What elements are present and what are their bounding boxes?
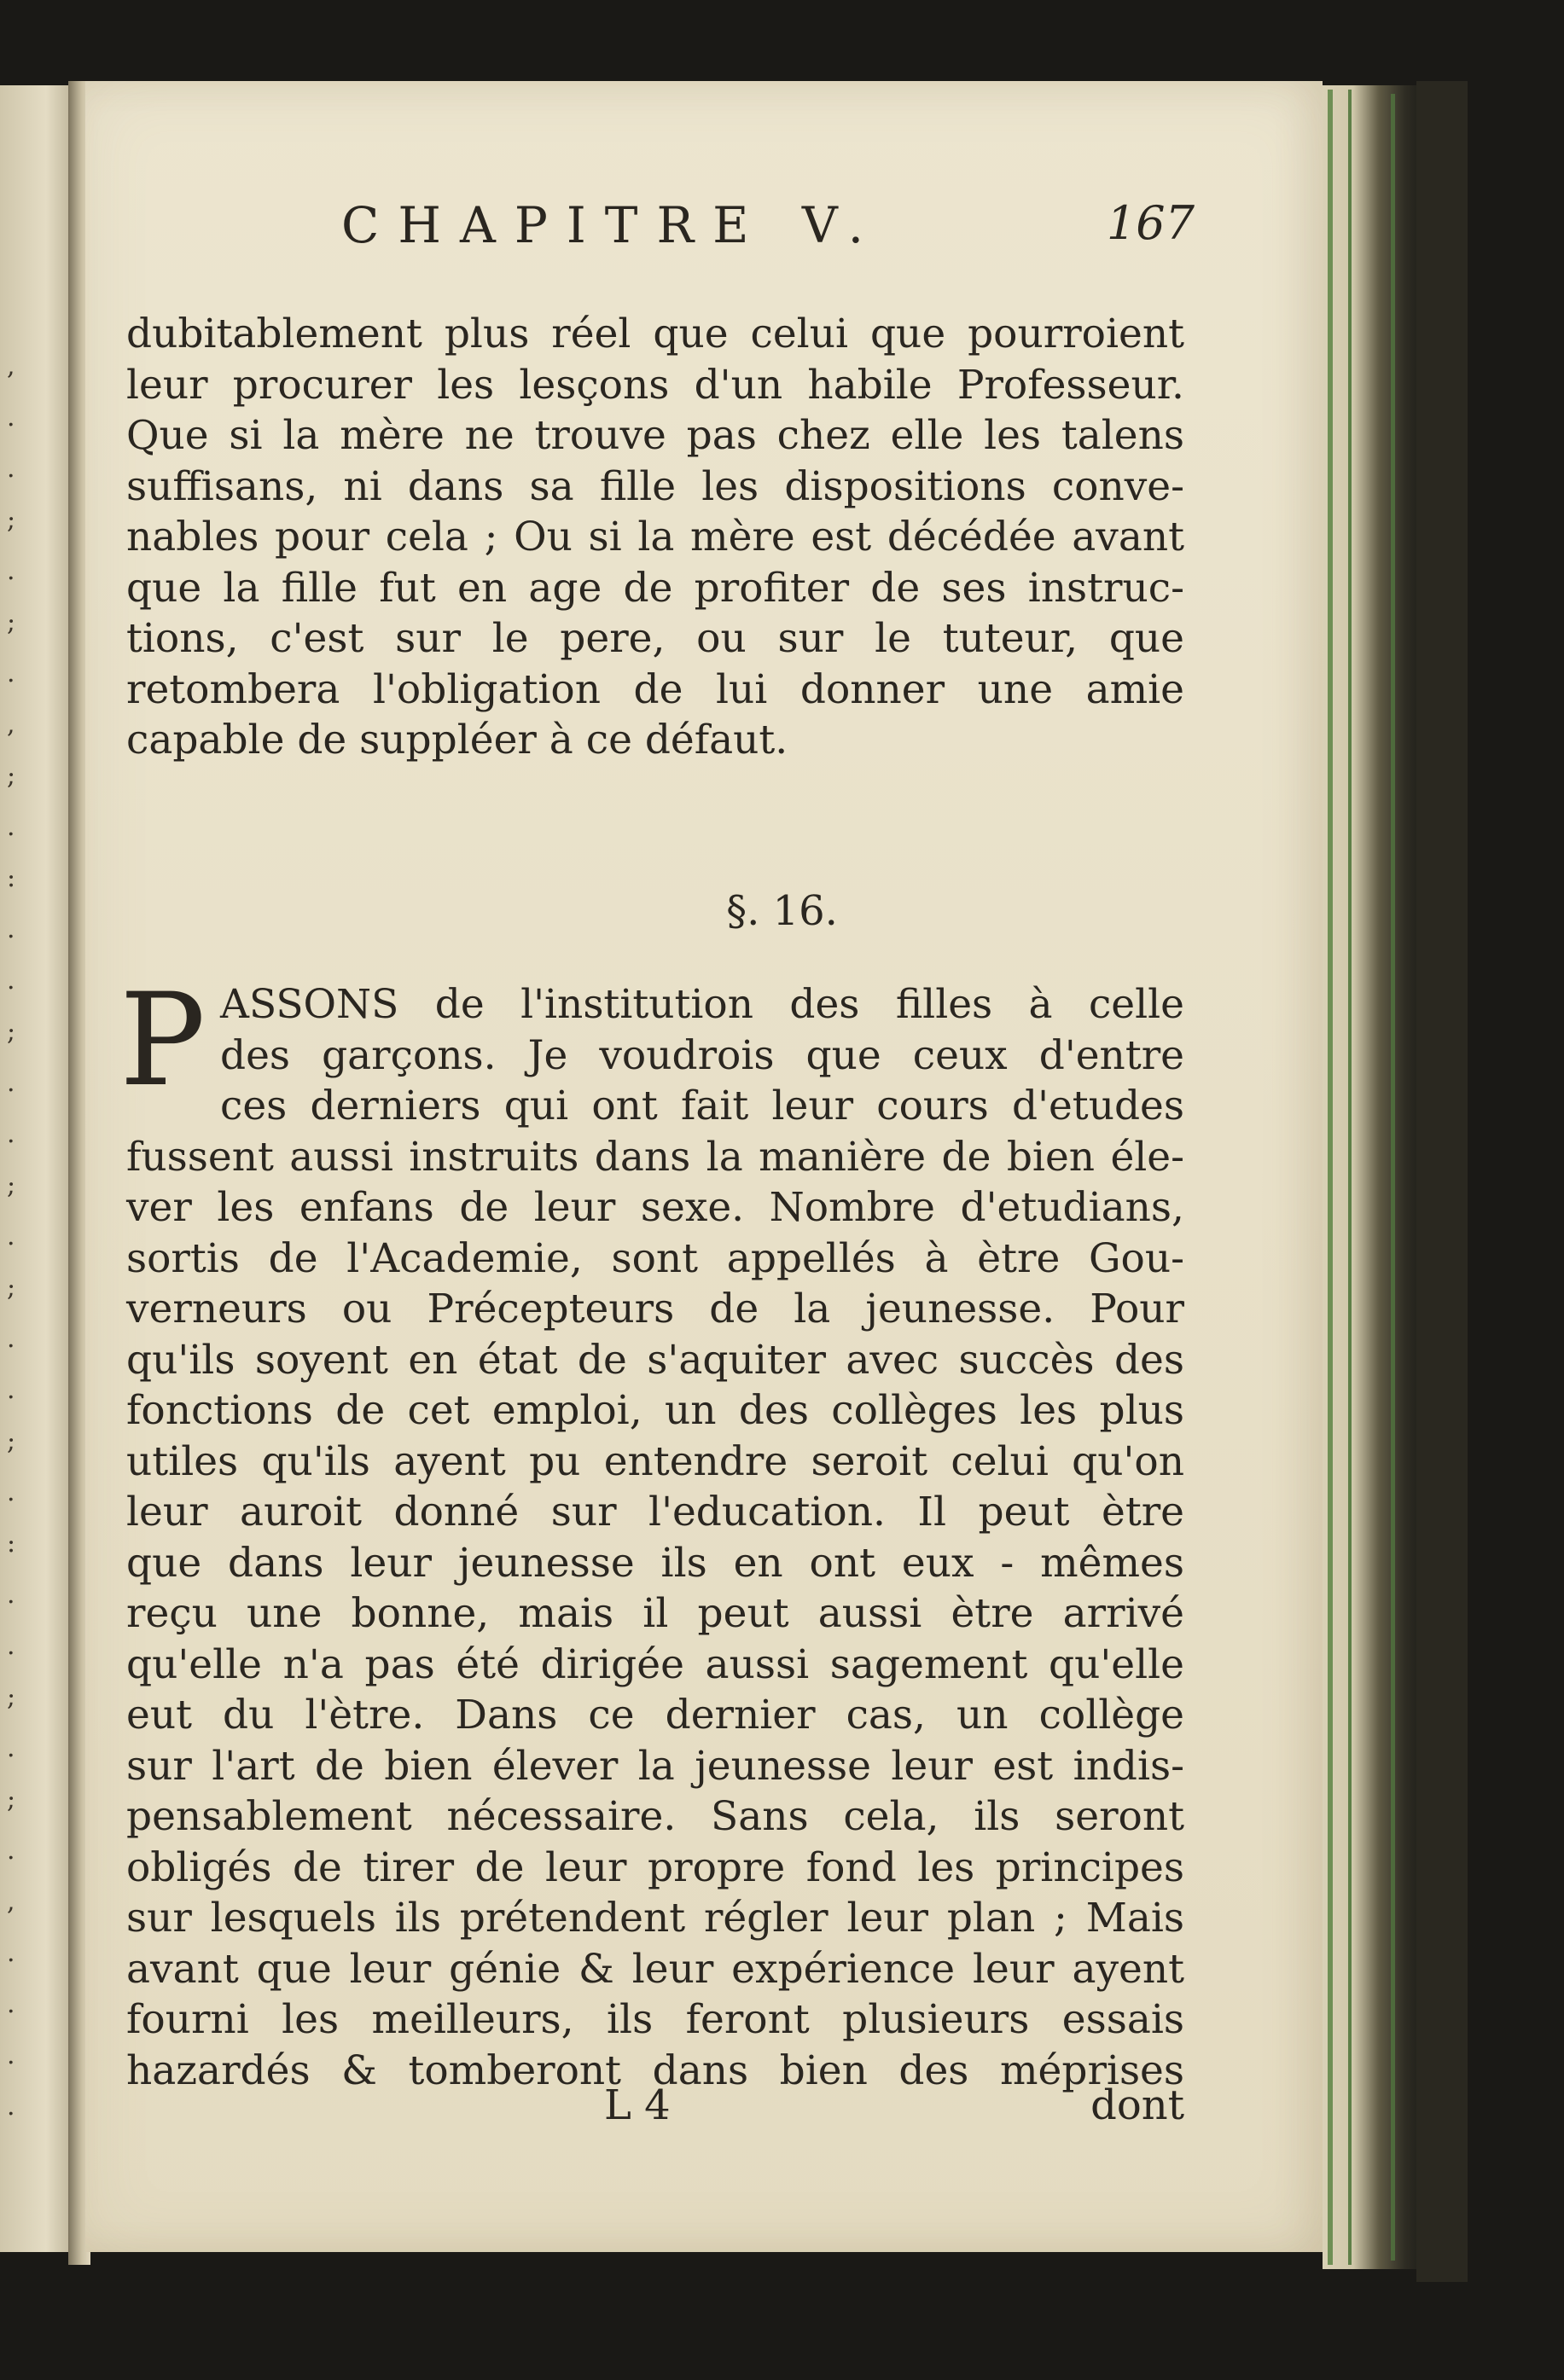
page-edge-line <box>1328 90 1333 2265</box>
text-line: nables pour cela ; Ou si la mère est décédée avant <box>126 514 1184 560</box>
text-line: qu'ils soyent en état de s'aquiter avec succès des <box>126 1336 1184 1384</box>
text-line: obligés de tirer de leur propre fond les principes <box>126 1843 1184 1891</box>
text-line: fonctions de cet emploi, un des collèges les plus <box>126 1387 1184 1434</box>
text-line: hazardés & tomberont dans bien des méprises <box>126 2046 1184 2094</box>
text-line: leur procurer les lesçons d'un habile Professeur. <box>126 361 1184 409</box>
text-line: qu'elle n'a pas été dirigée aussi sagement qu'elle <box>126 1640 1184 1688</box>
text-line: des garçons. Je voudrois que ceux d'entre <box>220 1031 1184 1079</box>
drop-cap: P <box>119 967 206 1115</box>
text-line: utiles qu'ils ayent pu entendre seroit celui qu'on <box>126 1437 1184 1485</box>
page-edge-line <box>1391 94 1395 2261</box>
paragraph-1 <box>126 309 1184 766</box>
page-number: 167 <box>1106 196 1195 250</box>
section-number: §. 16. <box>726 887 838 935</box>
text-line: avant que leur génie & leur expérience leur ayent <box>126 1945 1184 1993</box>
text-line: sur lesquels ils prétendent régler leur plan ; Mais <box>126 1895 1184 1942</box>
text-line: que la fille fut en age de profiter de ses instruc- <box>126 564 1184 612</box>
page-header <box>341 196 1195 264</box>
previous-page-marks: , . . ; . ; . , ; . : . . ; . . ; . ; . . ; . : . . ; . ; . , . . . . <box>7 351 16 2122</box>
text-line: eut du l'ètre. Dans ce dernier cas, un collège <box>126 1692 1184 1739</box>
text-line: dubitablement plus réel que celui que pourroient <box>126 311 1184 357</box>
text-line: verneurs ou Précepteurs de la jeunesse. Pour <box>126 1286 1184 1332</box>
text-line: fussent aussi instruits dans la manière de bien éle- <box>126 1133 1184 1181</box>
text-line: retombera l'obligation de lui donner une amie <box>126 665 1184 713</box>
text-line: reçu une bonne, mais il peut aussi ètre arrivé <box>126 1590 1184 1637</box>
text-line: ces derniers qui ont fait leur cours d'etudes <box>220 1083 1184 1129</box>
page-edges <box>1323 85 1425 2269</box>
text-line: leur auroit donné sur l'education. Il peut ètre <box>126 1489 1184 1535</box>
previous-page-edge <box>0 85 77 2252</box>
text-line: tions, c'est sur le pere, ou sur le tuteur, que <box>126 615 1184 662</box>
running-head: CHAPITRE V. <box>341 196 883 254</box>
page-edge-line <box>1348 90 1352 2265</box>
text-line: sortis de l'Academie, sont appellés à ètre Gou- <box>126 1234 1184 1282</box>
catchword: dont <box>1090 2081 1184 2129</box>
text-line: pensablement nécessaire. Sans cela, ils seront <box>126 1793 1184 1840</box>
text-line: ver les enfans de leur sexe. Nombre d'etudians, <box>126 1184 1184 1231</box>
book-cover <box>1416 81 1468 2282</box>
paragraph-2 <box>126 979 1184 2096</box>
text-line: Que si la mère ne trouve pas chez elle les talens <box>126 412 1184 459</box>
text-line: fourni les meilleurs, ils feront plusieurs essais <box>126 1996 1184 2043</box>
signature-mark: L 4 <box>604 2081 671 2129</box>
text-line: capable de suppléer à ce défaut. <box>126 717 788 763</box>
text-line: sur l'art de bien élever la jeunesse leur est indis- <box>126 1742 1184 1790</box>
text-line: ASSONS de l'institution des filles à celle <box>220 981 1184 1028</box>
text-line: suffisans, ni dans sa fille les dispositions conve- <box>126 462 1184 510</box>
page-footer <box>126 2081 1184 2141</box>
text-line: que dans leur jeunesse ils en ont eux - mêmes <box>126 1539 1184 1587</box>
